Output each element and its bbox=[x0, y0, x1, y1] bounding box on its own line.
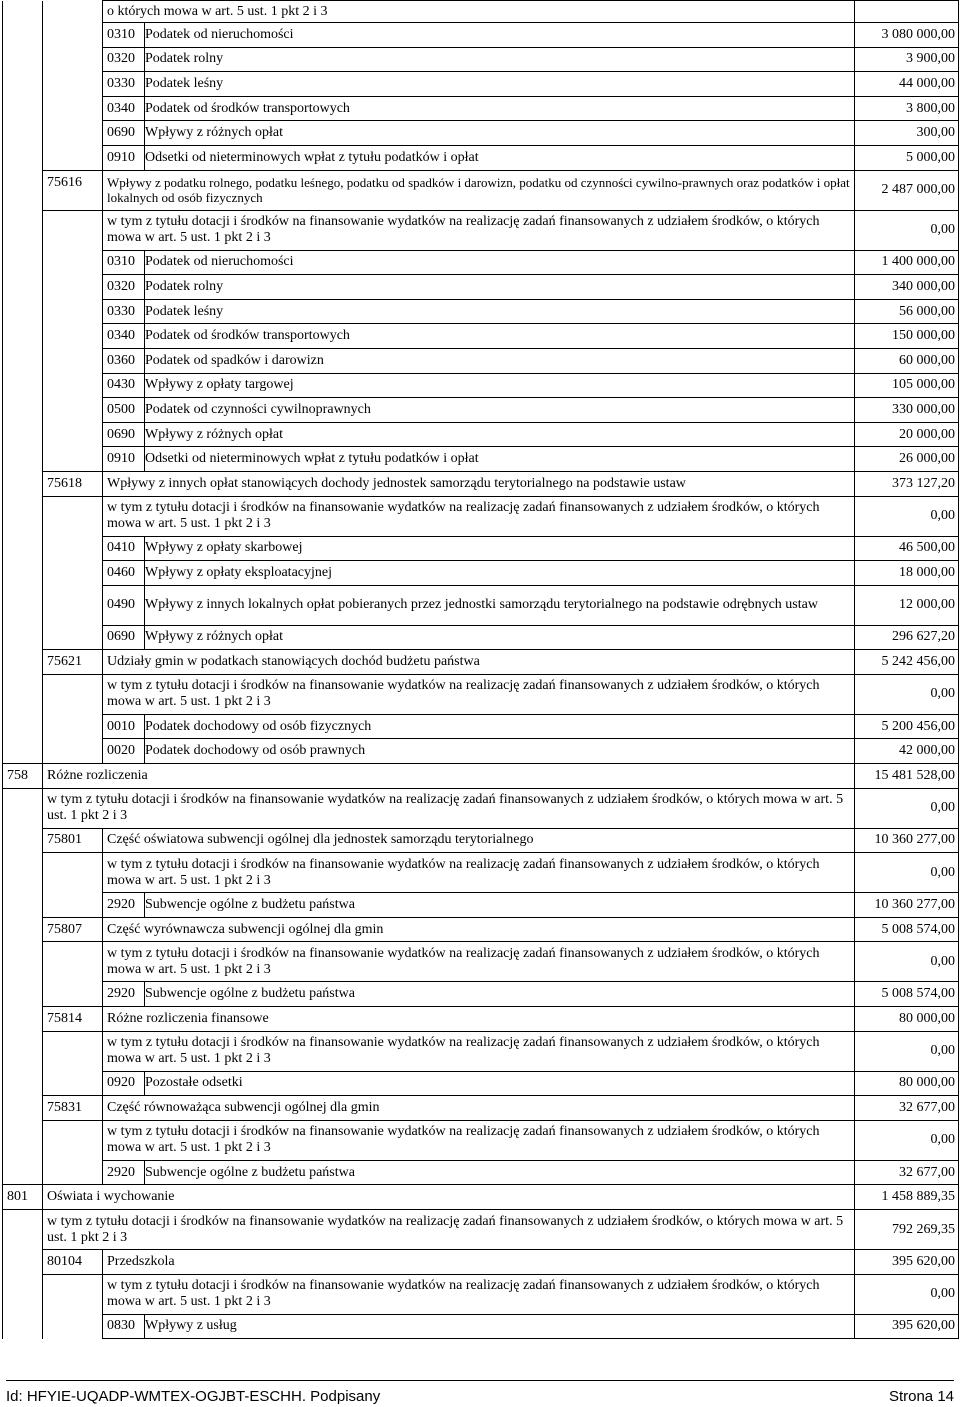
paragraph-code: 0830 bbox=[103, 1314, 145, 1339]
dzial-code: 758 bbox=[3, 764, 43, 789]
paragraph-code: 2920 bbox=[103, 893, 145, 918]
paragraph-name: Podatek dochodowy od osób fizycznych bbox=[145, 714, 855, 739]
table-row bbox=[3, 674, 959, 714]
rozdzial-empty bbox=[43, 447, 103, 472]
dzial-empty bbox=[3, 1274, 43, 1314]
amount: 395 620,00 bbox=[855, 1314, 959, 1339]
rozdzial-code: 75801 bbox=[43, 828, 103, 853]
table-row bbox=[3, 982, 959, 1007]
rozdzial-name: Część równoważąca subwencji ogólnej dla gmin bbox=[103, 1096, 855, 1121]
amount: 1 458 889,35 bbox=[855, 1185, 959, 1210]
table-row bbox=[3, 828, 959, 853]
paragraph-name: Wpływy z opłaty skarbowej bbox=[145, 536, 855, 561]
rozdzial-empty bbox=[43, 1071, 103, 1096]
amount: 0,00 bbox=[855, 788, 959, 828]
amount: 15 481 528,00 bbox=[855, 764, 959, 789]
table-row bbox=[3, 121, 959, 146]
dzial-empty bbox=[3, 585, 43, 625]
amount: 330 000,00 bbox=[855, 398, 959, 423]
table-row bbox=[3, 1250, 959, 1275]
rozdzial-empty bbox=[43, 585, 103, 625]
dzial-empty bbox=[3, 625, 43, 650]
dzial-empty bbox=[3, 1071, 43, 1096]
amount: 0,00 bbox=[855, 853, 959, 893]
amount: 150 000,00 bbox=[855, 324, 959, 349]
amount: 105 000,00 bbox=[855, 373, 959, 398]
amount: 3 900,00 bbox=[855, 47, 959, 72]
note-text: w tym z tytułu dotacji i środków na finansowanie wydatków na realizację zadań finansowanych z udziałem środków, o których mowa w art. 5 ust. 1 pkt 2 i 3 bbox=[103, 1120, 855, 1160]
amount: 0,00 bbox=[855, 1274, 959, 1314]
rozdzial-empty bbox=[43, 1274, 103, 1314]
rozdzial-code: 80104 bbox=[43, 1250, 103, 1275]
amount: 0,00 bbox=[855, 942, 959, 982]
rozdzial-empty bbox=[43, 1160, 103, 1185]
table-row bbox=[3, 536, 959, 561]
amount: 18 000,00 bbox=[855, 561, 959, 586]
paragraph-code: 0910 bbox=[103, 447, 145, 472]
rozdzial-code: 75807 bbox=[43, 917, 103, 942]
paragraph-code: 0460 bbox=[103, 561, 145, 586]
amount: 42 000,00 bbox=[855, 739, 959, 764]
paragraph-name: Wpływy z opłaty targowej bbox=[145, 373, 855, 398]
amount: 80 000,00 bbox=[855, 1071, 959, 1096]
rozdzial-name: Wpływy z innych opłat stanowiących dochody jednostek samorządu terytorialnego na podstawie ustaw bbox=[103, 471, 855, 496]
table-row bbox=[3, 585, 959, 625]
dzial-empty bbox=[3, 275, 43, 300]
table-row bbox=[3, 170, 959, 210]
note-text: w tym z tytułu dotacji i środków na finansowanie wydatków na realizację zadań finansowanych z udziałem środków, o których mowa w art. 5 ust. 1 pkt 2 i 3 bbox=[103, 942, 855, 982]
rozdzial-empty bbox=[43, 121, 103, 146]
rozdzial-empty bbox=[43, 275, 103, 300]
dzial-empty bbox=[3, 324, 43, 349]
table-row bbox=[3, 471, 959, 496]
table-row bbox=[3, 625, 959, 650]
table-row bbox=[3, 764, 959, 789]
rozdzial-empty bbox=[43, 23, 103, 48]
table-row bbox=[3, 1, 959, 23]
rozdzial-code: 75621 bbox=[43, 650, 103, 675]
table-row bbox=[3, 447, 959, 472]
page-number: Strona 14 bbox=[888, 1388, 954, 1405]
rozdzial-empty bbox=[43, 210, 103, 250]
paragraph-name: Subwencje ogólne z budżetu państwa bbox=[145, 982, 855, 1007]
table-row bbox=[3, 1071, 959, 1096]
rozdzial-code: 75814 bbox=[43, 1007, 103, 1032]
dzial-empty bbox=[3, 1160, 43, 1185]
table-row bbox=[3, 47, 959, 72]
amount: 0,00 bbox=[855, 1031, 959, 1071]
dzial-empty bbox=[3, 1031, 43, 1071]
dzial-empty bbox=[3, 250, 43, 275]
dzial-name: Różne rozliczenia bbox=[43, 764, 855, 789]
dzial-empty bbox=[3, 536, 43, 561]
paragraph-name: Podatek od czynności cywilnoprawnych bbox=[145, 398, 855, 423]
paragraph-name: Podatek rolny bbox=[145, 47, 855, 72]
paragraph-name: Wpływy z różnych opłat bbox=[145, 422, 855, 447]
paragraph-name: Podatek od środków transportowych bbox=[145, 96, 855, 121]
table-row bbox=[3, 496, 959, 536]
note-text: w tym z tytułu dotacji i środków na finansowanie wydatków na realizację zadań finansowanych z udziałem środków, o których mowa w art. 5 ust. 1 pkt 2 i 3 bbox=[103, 496, 855, 536]
rozdzial-empty bbox=[43, 1, 103, 23]
dzial-empty bbox=[3, 145, 43, 170]
table-row bbox=[3, 561, 959, 586]
paragraph-name: Wpływy z opłaty eksploatacyjnej bbox=[145, 561, 855, 586]
table-row bbox=[3, 942, 959, 982]
rozdzial-empty bbox=[43, 1031, 103, 1071]
amount: 26 000,00 bbox=[855, 447, 959, 472]
amount: 3 800,00 bbox=[855, 96, 959, 121]
amount: 373 127,20 bbox=[855, 471, 959, 496]
document-id: Id: HFYIE-UQADP-WMTEX-OGJBT-ESCHH. Podpisany bbox=[6, 1388, 381, 1405]
dzial-empty bbox=[3, 96, 43, 121]
amount: 12 000,00 bbox=[855, 585, 959, 625]
table-row bbox=[3, 1185, 959, 1210]
paragraph-code: 0490 bbox=[103, 585, 145, 625]
dzial-empty bbox=[3, 828, 43, 853]
rozdzial-code: 75618 bbox=[43, 471, 103, 496]
table-row bbox=[3, 324, 959, 349]
table-row bbox=[3, 917, 959, 942]
paragraph-code: 0340 bbox=[103, 96, 145, 121]
dzial-empty bbox=[3, 170, 43, 210]
amount: 296 627,20 bbox=[855, 625, 959, 650]
rozdzial-name: Część wyrównawcza subwencji ogólnej dla gmin bbox=[103, 917, 855, 942]
paragraph-code: 0330 bbox=[103, 299, 145, 324]
dzial-empty bbox=[3, 1120, 43, 1160]
paragraph-code: 0310 bbox=[103, 250, 145, 275]
table-row bbox=[3, 250, 959, 275]
paragraph-name: Wpływy z różnych opłat bbox=[145, 121, 855, 146]
table-row bbox=[3, 210, 959, 250]
dzial-empty bbox=[3, 422, 43, 447]
paragraph-name: Podatek od nieruchomości bbox=[145, 23, 855, 48]
amount: 20 000,00 bbox=[855, 422, 959, 447]
rozdzial-empty bbox=[43, 853, 103, 893]
amount: 5 008 574,00 bbox=[855, 982, 959, 1007]
table-row bbox=[3, 1096, 959, 1121]
dzial-empty bbox=[3, 373, 43, 398]
paragraph-code: 0920 bbox=[103, 1071, 145, 1096]
dzial-empty bbox=[3, 650, 43, 675]
paragraph-name: Wpływy z innych lokalnych opłat pobieranych przez jednostki samorządu terytorialnego na podstawie odrębnych ustaw bbox=[145, 585, 855, 625]
dzial-empty bbox=[3, 348, 43, 373]
paragraph-name: Podatek rolny bbox=[145, 275, 855, 300]
dzial-empty bbox=[3, 1, 43, 23]
paragraph-code: 2920 bbox=[103, 982, 145, 1007]
note-text: w tym z tytułu dotacji i środków na finansowanie wydatków na realizację zadań finansowanych z udziałem środków, o których mowa w art. 5 ust. 1 pkt 2 i 3 bbox=[43, 1210, 855, 1250]
dzial-empty bbox=[3, 674, 43, 714]
amount: 0,00 bbox=[855, 210, 959, 250]
note-text: w tym z tytułu dotacji i środków na finansowanie wydatków na realizację zadań finansowanych z udziałem środków, o których mowa w art. 5 ust. 1 pkt 2 i 3 bbox=[103, 853, 855, 893]
table-row bbox=[3, 1120, 959, 1160]
paragraph-name: Odsetki od nieterminowych wpłat z tytułu podatków i opłat bbox=[145, 145, 855, 170]
paragraph-code: 2920 bbox=[103, 1160, 145, 1185]
table-row bbox=[3, 72, 959, 97]
rozdzial-empty bbox=[43, 299, 103, 324]
amount: 300,00 bbox=[855, 121, 959, 146]
table-row bbox=[3, 893, 959, 918]
amount: 2 487 000,00 bbox=[855, 170, 959, 210]
dzial-empty bbox=[3, 299, 43, 324]
dzial-empty bbox=[3, 23, 43, 48]
paragraph-name: Podatek od nieruchomości bbox=[145, 250, 855, 275]
dzial-empty bbox=[3, 1210, 43, 1250]
amount: 1 400 000,00 bbox=[855, 250, 959, 275]
dzial-empty bbox=[3, 398, 43, 423]
table-row bbox=[3, 1160, 959, 1185]
dzial-empty bbox=[3, 982, 43, 1007]
paragraph-name: Subwencje ogólne z budżetu państwa bbox=[145, 893, 855, 918]
rozdzial-empty bbox=[43, 145, 103, 170]
dzial-empty bbox=[3, 942, 43, 982]
paragraph-code: 0360 bbox=[103, 348, 145, 373]
note-text: w tym z tytułu dotacji i środków na finansowanie wydatków na realizację zadań finansowanych z udziałem środków, o których mowa w art. 5 ust. 1 pkt 2 i 3 bbox=[103, 1031, 855, 1071]
table-row bbox=[3, 275, 959, 300]
rozdzial-empty bbox=[43, 942, 103, 982]
rozdzial-code: 75831 bbox=[43, 1096, 103, 1121]
rozdzial-empty bbox=[43, 536, 103, 561]
paragraph-code: 0340 bbox=[103, 324, 145, 349]
rozdzial-name: Część oświatowa subwencji ogólnej dla jednostek samorządu terytorialnego bbox=[103, 828, 855, 853]
amount: 3 080 000,00 bbox=[855, 23, 959, 48]
table-row bbox=[3, 1314, 959, 1339]
amount: 792 269,35 bbox=[855, 1210, 959, 1250]
amount: 10 360 277,00 bbox=[855, 893, 959, 918]
paragraph-code: 0310 bbox=[103, 23, 145, 48]
rozdzial-empty bbox=[43, 1314, 103, 1339]
amount: 80 000,00 bbox=[855, 1007, 959, 1032]
note-text: w tym z tytułu dotacji i środków na finansowanie wydatków na realizację zadań finansowanych z udziałem środków, o których mowa w art. 5 ust. 1 pkt 2 i 3 bbox=[103, 674, 855, 714]
dzial-empty bbox=[3, 72, 43, 97]
dzial-empty bbox=[3, 47, 43, 72]
paragraph-code: 0320 bbox=[103, 275, 145, 300]
amount: 5 242 456,00 bbox=[855, 650, 959, 675]
paragraph-name: Podatek leśny bbox=[145, 72, 855, 97]
dzial-code: 801 bbox=[3, 1185, 43, 1210]
dzial-empty bbox=[3, 1250, 43, 1275]
paragraph-name: Subwencje ogólne z budżetu państwa bbox=[145, 1160, 855, 1185]
table-row bbox=[3, 348, 959, 373]
table-row bbox=[3, 398, 959, 423]
amount: 5 200 456,00 bbox=[855, 714, 959, 739]
paragraph-code: 0430 bbox=[103, 373, 145, 398]
amount: 60 000,00 bbox=[855, 348, 959, 373]
amount: 395 620,00 bbox=[855, 1250, 959, 1275]
paragraph-name: Podatek od spadków i darowizn bbox=[145, 348, 855, 373]
dzial-empty bbox=[3, 210, 43, 250]
dzial-empty bbox=[3, 853, 43, 893]
paragraph-code: 0690 bbox=[103, 422, 145, 447]
dzial-name: Oświata i wychowanie bbox=[43, 1185, 855, 1210]
amount: 32 677,00 bbox=[855, 1096, 959, 1121]
amount: 56 000,00 bbox=[855, 299, 959, 324]
rozdzial-empty bbox=[43, 496, 103, 536]
rozdzial-empty bbox=[43, 373, 103, 398]
paragraph-code: 0910 bbox=[103, 145, 145, 170]
dzial-empty bbox=[3, 561, 43, 586]
dzial-empty bbox=[3, 893, 43, 918]
paragraph-name: Pozostałe odsetki bbox=[145, 1071, 855, 1096]
rozdzial-empty bbox=[43, 398, 103, 423]
paragraph-code: 0320 bbox=[103, 47, 145, 72]
table-row bbox=[3, 23, 959, 48]
page-footer bbox=[6, 1380, 954, 1407]
rozdzial-empty bbox=[43, 1120, 103, 1160]
table-row bbox=[3, 1031, 959, 1071]
dzial-empty bbox=[3, 1007, 43, 1032]
rozdzial-name: Udziały gmin w podatkach stanowiących dochód budżetu państwa bbox=[103, 650, 855, 675]
amount bbox=[855, 1, 959, 23]
table-row bbox=[3, 853, 959, 893]
table-row bbox=[3, 739, 959, 764]
rozdzial-code: 75616 bbox=[43, 170, 103, 210]
dzial-empty bbox=[3, 788, 43, 828]
amount: 0,00 bbox=[855, 1120, 959, 1160]
table-row bbox=[3, 1210, 959, 1250]
table-row bbox=[3, 650, 959, 675]
note-text: w tym z tytułu dotacji i środków na finansowanie wydatków na realizację zadań finansowanych z udziałem środków, o których mowa w art. 5 ust. 1 pkt 2 i 3 bbox=[43, 788, 855, 828]
rozdzial-empty bbox=[43, 674, 103, 714]
rozdzial-empty bbox=[43, 714, 103, 739]
amount: 5 008 574,00 bbox=[855, 917, 959, 942]
note-text: o których mowa w art. 5 ust. 1 pkt 2 i 3 bbox=[103, 1, 855, 23]
paragraph-code: 0410 bbox=[103, 536, 145, 561]
table-row bbox=[3, 422, 959, 447]
table-row bbox=[3, 714, 959, 739]
rozdzial-empty bbox=[43, 893, 103, 918]
rozdzial-empty bbox=[43, 324, 103, 349]
paragraph-name: Wpływy z różnych opłat bbox=[145, 625, 855, 650]
amount: 0,00 bbox=[855, 674, 959, 714]
dzial-empty bbox=[3, 739, 43, 764]
table-row bbox=[3, 299, 959, 324]
amount: 0,00 bbox=[855, 496, 959, 536]
dzial-empty bbox=[3, 121, 43, 146]
paragraph-name: Odsetki od nieterminowych wpłat z tytułu podatków i opłat bbox=[145, 447, 855, 472]
note-text: w tym z tytułu dotacji i środków na finansowanie wydatków na realizację zadań finansowanych z udziałem środków, o których mowa w art. 5 ust. 1 pkt 2 i 3 bbox=[103, 210, 855, 250]
dzial-empty bbox=[3, 714, 43, 739]
rozdzial-empty bbox=[43, 422, 103, 447]
amount: 5 000,00 bbox=[855, 145, 959, 170]
rozdzial-empty bbox=[43, 982, 103, 1007]
rozdzial-name: Wpływy z podatku rolnego, podatku leśnego, podatku od spadków i darowizn, podatku od czynności cywilno-prawnych oraz podatków i opłat lokalnych od osób fizycznych bbox=[103, 170, 855, 210]
rozdzial-empty bbox=[43, 72, 103, 97]
rozdzial-empty bbox=[43, 47, 103, 72]
dzial-empty bbox=[3, 917, 43, 942]
amount: 44 000,00 bbox=[855, 72, 959, 97]
rozdzial-empty bbox=[43, 96, 103, 121]
rozdzial-empty bbox=[43, 561, 103, 586]
amount: 32 677,00 bbox=[855, 1160, 959, 1185]
dzial-empty bbox=[3, 496, 43, 536]
table-row bbox=[3, 145, 959, 170]
dzial-empty bbox=[3, 471, 43, 496]
rozdzial-empty bbox=[43, 348, 103, 373]
table-row bbox=[3, 373, 959, 398]
paragraph-code: 0010 bbox=[103, 714, 145, 739]
rozdzial-empty bbox=[43, 739, 103, 764]
rozdzial-empty bbox=[43, 250, 103, 275]
table-row bbox=[3, 1007, 959, 1032]
paragraph-code: 0690 bbox=[103, 625, 145, 650]
dzial-empty bbox=[3, 447, 43, 472]
paragraph-code: 0690 bbox=[103, 121, 145, 146]
rozdzial-name: Przedszkola bbox=[103, 1250, 855, 1275]
paragraph-code: 0020 bbox=[103, 739, 145, 764]
paragraph-name: Podatek dochodowy od osób prawnych bbox=[145, 739, 855, 764]
paragraph-code: 0330 bbox=[103, 72, 145, 97]
budget-income-table-page bbox=[2, 0, 958, 1339]
paragraph-code: 0500 bbox=[103, 398, 145, 423]
paragraph-name: Podatek leśny bbox=[145, 299, 855, 324]
table-row bbox=[3, 1274, 959, 1314]
budget-income-table bbox=[2, 0, 959, 1339]
table-row bbox=[3, 96, 959, 121]
dzial-empty bbox=[3, 1314, 43, 1339]
amount: 10 360 277,00 bbox=[855, 828, 959, 853]
table-row bbox=[3, 788, 959, 828]
dzial-empty bbox=[3, 1096, 43, 1121]
note-text: w tym z tytułu dotacji i środków na finansowanie wydatków na realizację zadań finansowanych z udziałem środków, o których mowa w art. 5 ust. 1 pkt 2 i 3 bbox=[103, 1274, 855, 1314]
amount: 46 500,00 bbox=[855, 536, 959, 561]
paragraph-name: Podatek od środków transportowych bbox=[145, 324, 855, 349]
rozdzial-empty bbox=[43, 625, 103, 650]
rozdzial-name: Różne rozliczenia finansowe bbox=[103, 1007, 855, 1032]
amount: 340 000,00 bbox=[855, 275, 959, 300]
paragraph-name: Wpływy z usług bbox=[145, 1314, 855, 1339]
